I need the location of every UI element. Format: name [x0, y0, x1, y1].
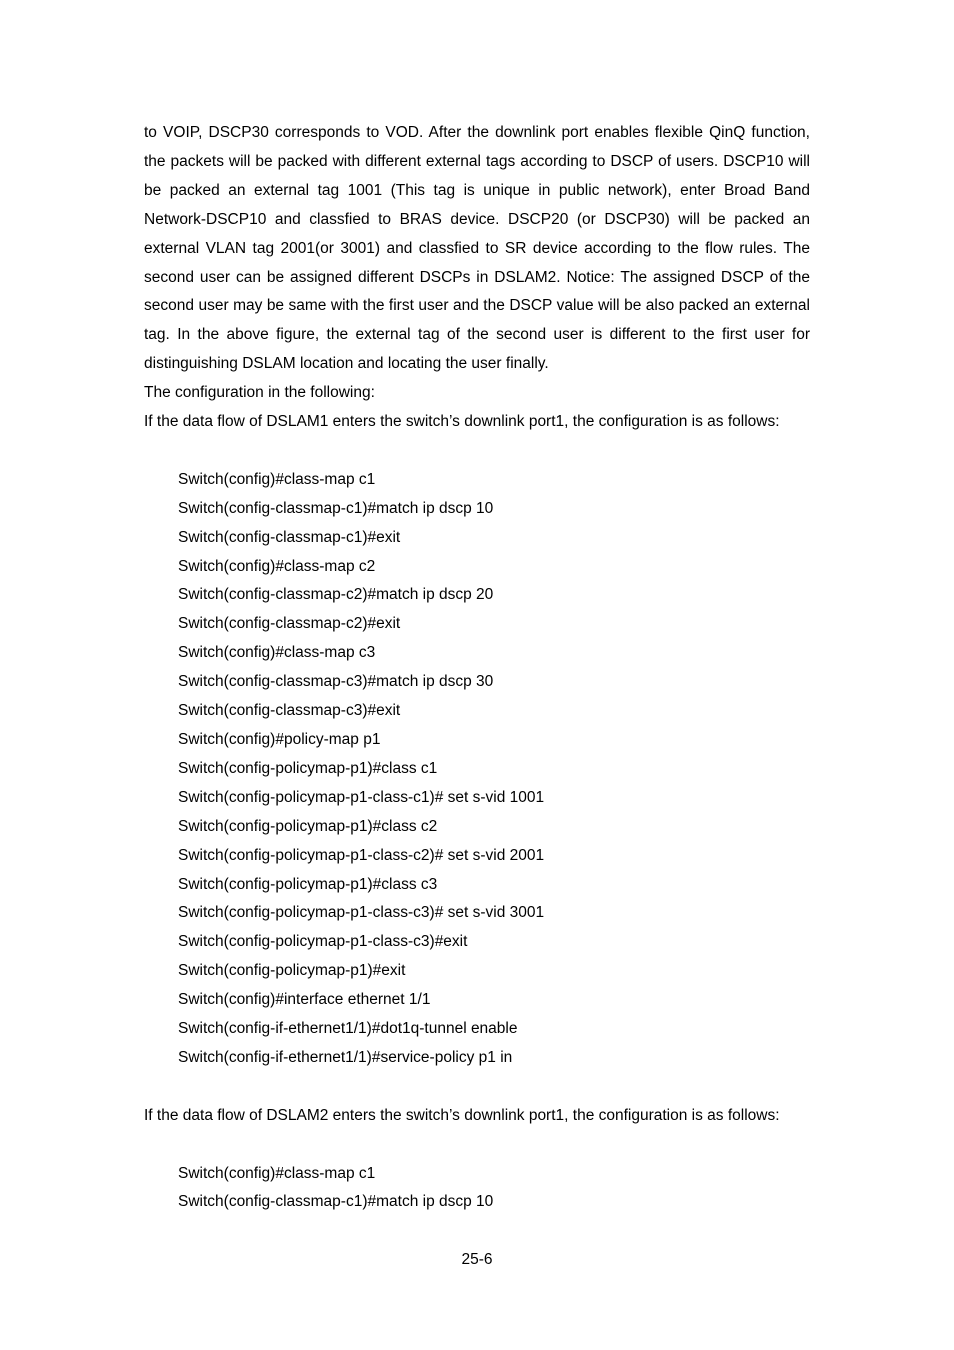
config-intro: The configuration in the following: [144, 384, 375, 402]
command-line: Switch(config)#class-map c3 [178, 644, 376, 662]
command-line: Switch(config-policymap-p1-class-c1)# set s-vid 1001 [178, 788, 545, 806]
dslam2-command-block [178, 1160, 810, 1218]
command-line: Switch(config-policymap-p1-class-c3)# set s-vid 3001 [178, 904, 545, 922]
command-line: Switch(config-if-ethernet1/1)#dot1q-tunnel enable [178, 1020, 518, 1038]
command-line: Switch(config-classmap-c3)#exit [178, 702, 401, 720]
page-number: 25-6 [461, 1251, 493, 1268]
command-line: Switch(config-policymap-p1)#class c1 [178, 759, 438, 777]
command-line: Switch(config-policymap-p1-class-c2)# set s-vid 2001 [178, 846, 545, 864]
dslam1-command-block [178, 466, 810, 1073]
command-line: Switch(config-classmap-c1)#match ip dscp 10 [178, 1193, 494, 1211]
command-line: Switch(config-policymap-p1)#class c2 [178, 817, 438, 835]
paragraph-flexible-qinq: to VOIP, DSCP30 corresponds to VOD. After the downlink port enables flexible QinQ function, the packets will be packed with different external tags according to DSCP of users. DSCP10 will be packed an external tag 1001 (This tag is unique in public network), enter Broad Band Network-DSCP10 and classfied to BRAS device. DSCP20 (or DSCP30) will be packed an external VLAN tag 2001(or 3001) and classfied to SR device according to the flow rules. The second user can be assigned different DSCPs in DSLAM2. Notice: The assigned DSCP of the second user may be same with the first user and the DSCP value will be also packed an external tag. In the above figure, the external tag of the second user is different to the first user for distinguishing DSLAM location and locating the user finally. [144, 124, 810, 373]
command-line: Switch(config-classmap-c1)#exit [178, 528, 401, 546]
command-line: Switch(config-policymap-p1)#exit [178, 962, 406, 980]
command-line: Switch(config-policymap-p1)#class c3 [178, 875, 438, 893]
command-line: Switch(config-classmap-c3)#match ip dscp 30 [178, 673, 494, 691]
command-line: Switch(config)#policy-map p1 [178, 731, 381, 749]
dslam1-intro: If the data flow of DSLAM1 enters the switch’s downlink port1, the configuration is as follows: [144, 413, 780, 431]
command-line: Switch(config)#class-map c2 [178, 557, 376, 575]
dslam2-intro: If the data flow of DSLAM2 enters the switch’s downlink port1, the configuration is as follows: [144, 1106, 780, 1124]
body-text [144, 119, 810, 1246]
command-line: Switch(config-classmap-c2)#match ip dscp 20 [178, 586, 494, 604]
command-line: Switch(config)#class-map c1 [178, 470, 376, 488]
command-line: Switch(config)#class-map c1 [178, 1164, 376, 1182]
command-line: Switch(config-if-ethernet1/1)#service-policy p1 in [178, 1048, 513, 1066]
command-line: Switch(config)#interface ethernet 1/1 [178, 991, 431, 1009]
command-line: Switch(config-policymap-p1-class-c3)#exit [178, 933, 468, 951]
command-line: Switch(config-classmap-c1)#match ip dscp 10 [178, 499, 494, 517]
command-line: Switch(config-classmap-c2)#exit [178, 615, 401, 633]
